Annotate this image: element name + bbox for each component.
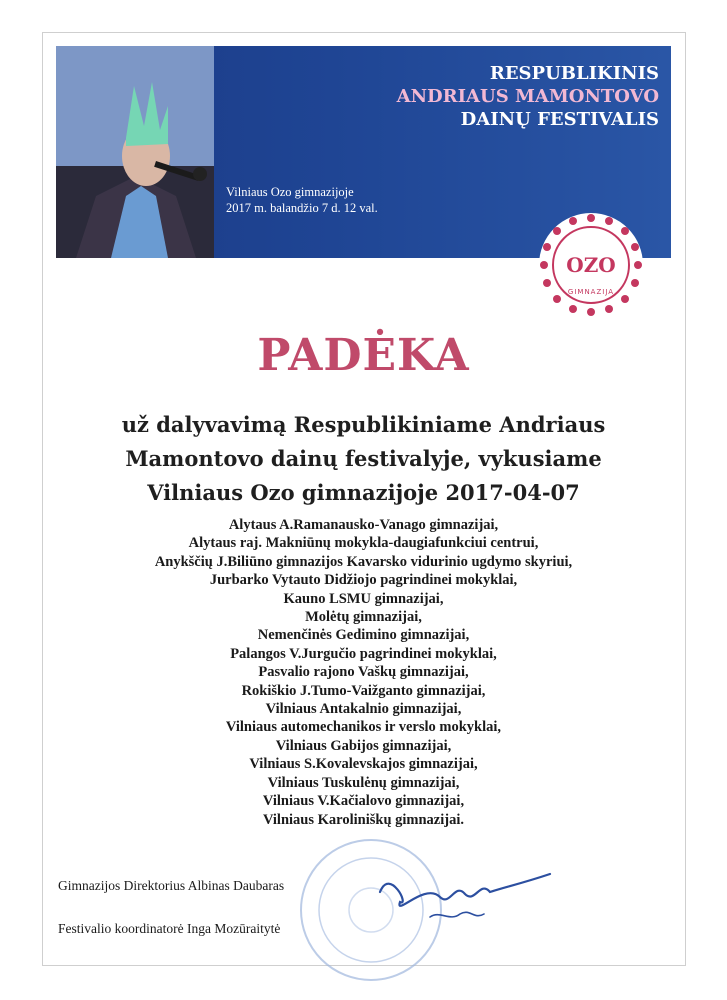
- recipient-item: Vilniaus automechanikos ir verslo mokyklai,: [225, 719, 502, 736]
- recipient-item: Jurbarko Vytauto Didžiojo pagrindinei mokyklai,: [209, 572, 518, 589]
- ozo-school-logo: [536, 210, 646, 320]
- recipient-item: Vilniaus Antakalnio gimnazijai,: [265, 701, 462, 718]
- title-line-3: DAINŲ FESTIVALIS: [460, 109, 659, 130]
- recipient-item: Anykščių J.Biliūno gimnazijos Kavarsko vidurinio ugdymo skyriui,: [154, 553, 573, 570]
- singer-illustration: [56, 46, 214, 258]
- recipient-item: Rokiškio J.Tumo-Vaižganto gimnazijai,: [241, 682, 486, 699]
- recipient-item: Vilniaus Gabijos gimnazijai,: [275, 737, 452, 754]
- logo-mark: OZO: [566, 253, 616, 277]
- certificate-subtitle: [60, 408, 667, 510]
- certificate-heading: PADĖKA: [257, 330, 470, 381]
- subtitle-line: Mamontovo dainų festivalyje, vykusiame: [125, 446, 602, 471]
- subtitle-line: Vilniaus Ozo gimnazijoje 2017-04-07: [147, 480, 580, 505]
- singer-painting: [56, 46, 214, 258]
- title-line-2: ANDRIAUS MAMONTOVO: [396, 86, 659, 107]
- title-line-1: RESPUBLIKINIS: [489, 63, 659, 84]
- recipient-item: Alytaus raj. Makniūnų mokykla-daugiafunkciui centrui,: [188, 535, 539, 552]
- recipient-item: Vilniaus S.Kovalevskajos gimnazijai,: [249, 756, 478, 773]
- handwritten-signature: [370, 862, 570, 932]
- recipient-item: Vilniaus V.Kačialovo gimnazijai,: [262, 793, 465, 810]
- recipient-item: Vilniaus Tuskulėnų gimnazijai,: [267, 774, 460, 791]
- recipient-item: Molėtų gimnazijai,: [305, 609, 422, 626]
- event-date: 2017 m. balandžio 7 d. 12 val.: [226, 201, 378, 215]
- recipient-list: [100, 516, 627, 829]
- subtitle-line: už dalyvavimą Respublikiniame Andriaus: [121, 412, 606, 437]
- recipient-item: Alytaus A.Ramanausko-Vanago gimnazijai,: [228, 517, 499, 533]
- coordinator-signatory: Festivalio koordinatorė Inga Mozūraitytė: [58, 921, 281, 936]
- recipient-item: Vilniaus Karoliniškų gimnazijai.: [262, 811, 465, 828]
- festival-title: [397, 62, 659, 131]
- recipient-item: Nemenčinės Gedimino gimnazijai,: [257, 627, 470, 644]
- recipient-item: Pasvalio rajono Vaškų gimnazijai,: [258, 664, 469, 681]
- recipient-item: Palangos V.Jurgučio pagrindinei mokyklai,: [230, 645, 497, 662]
- logo-text: GIMNAZIJA: [567, 288, 615, 296]
- venue-name: Vilniaus Ozo gimnazijoje: [226, 185, 354, 199]
- director-signatory: Gimnazijos Direktorius Albinas Daubaras: [58, 878, 285, 893]
- event-venue: [226, 184, 378, 216]
- recipient-item: Kauno LSMU gimnazijai,: [283, 590, 444, 607]
